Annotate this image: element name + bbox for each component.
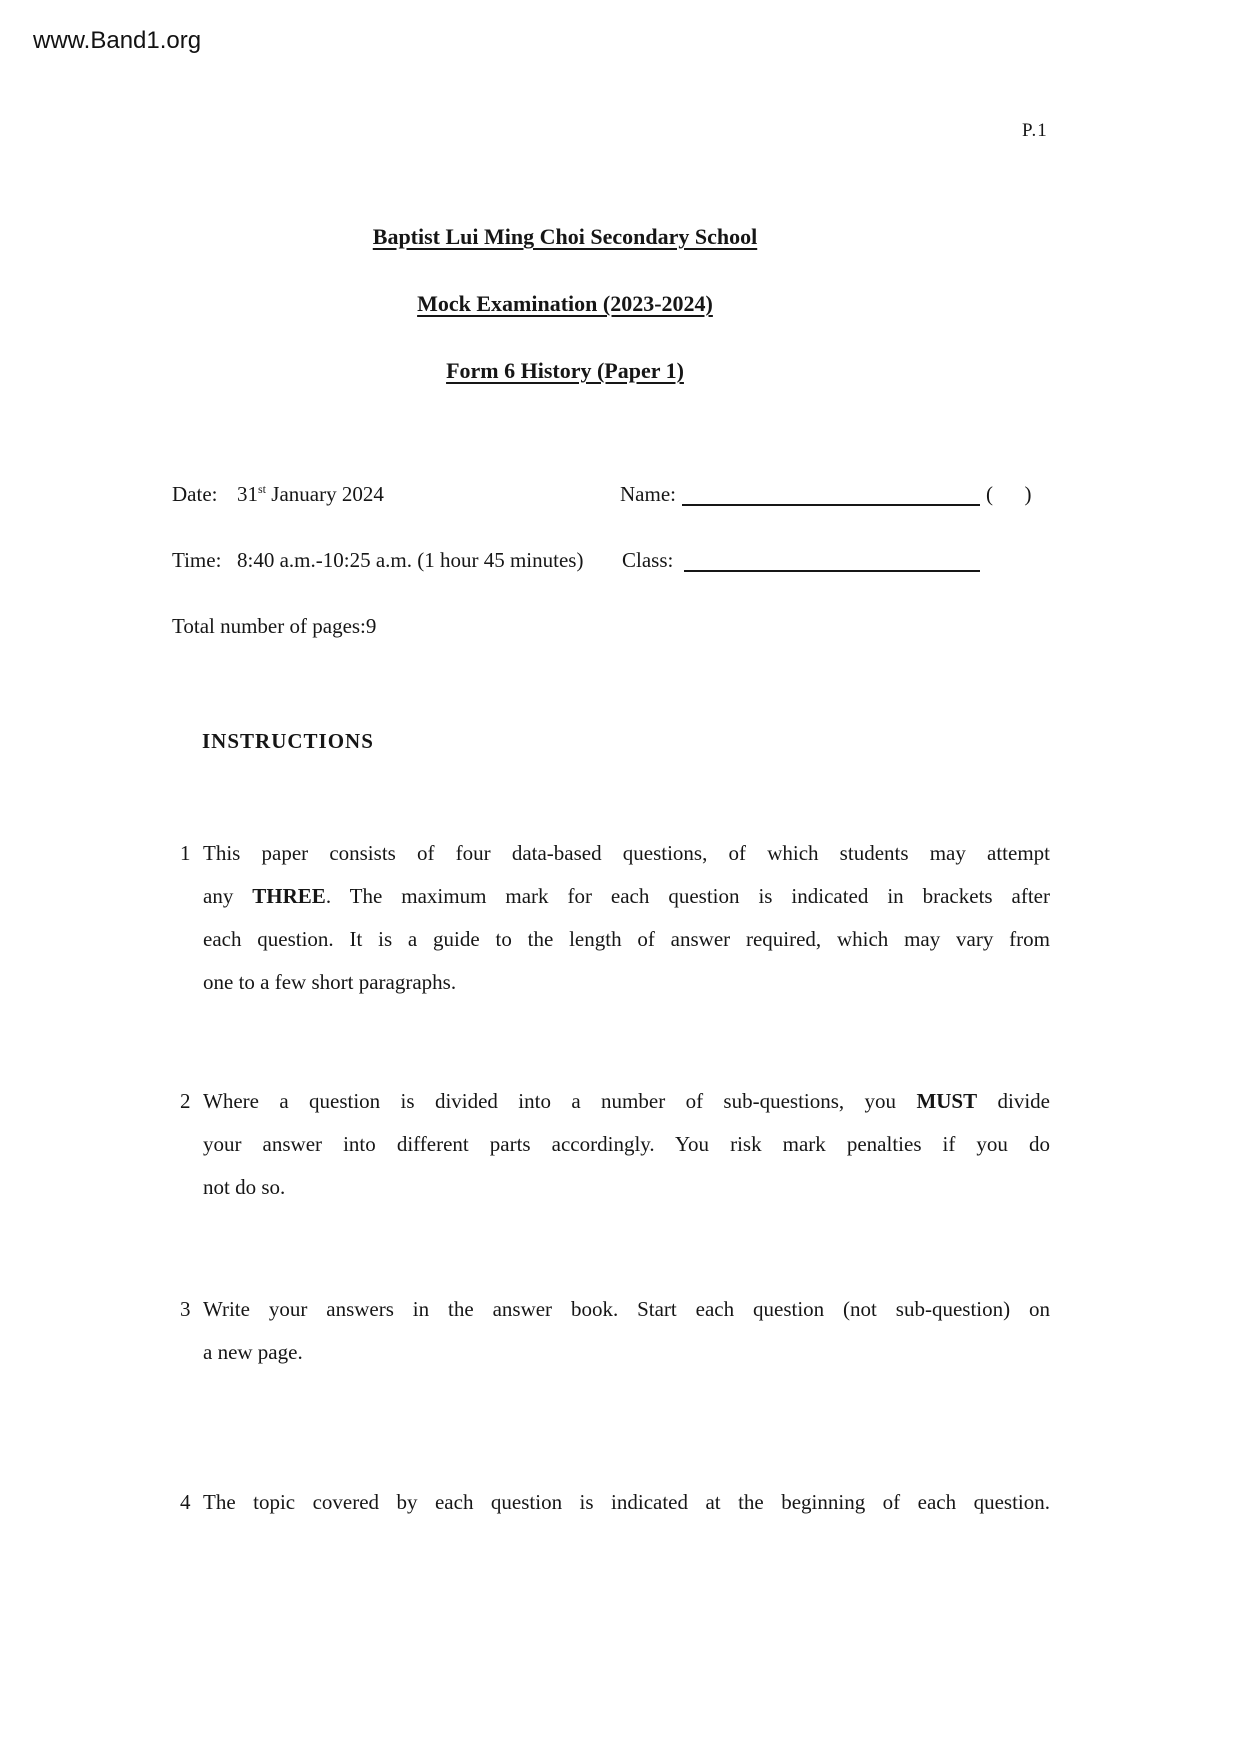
text-run: your answer into different parts accordingly. You risk mark penalties if you do (203, 1132, 1050, 1156)
exam-title: Mock Examination (2023-2024) (417, 291, 713, 316)
instruction-item-3 (180, 1288, 1050, 1374)
instruction-text (203, 1481, 1050, 1524)
name-blank-line (682, 479, 980, 506)
paper-title: Form 6 History (Paper 1) (446, 358, 684, 383)
instructions-heading: INSTRUCTIONS (202, 729, 374, 753)
instruction-line (203, 1123, 1050, 1166)
date-ordinal: st (258, 482, 267, 496)
text-run: not do so. (203, 1175, 286, 1199)
instruction-number: 3 (180, 1297, 191, 1321)
date-day: 31 (237, 482, 258, 506)
text-run: Where a question is divided into a number of sub-questions, you (203, 1089, 917, 1113)
instruction-text (203, 832, 1050, 1004)
instruction-line (203, 1481, 1050, 1524)
date-label: Date: (172, 482, 218, 506)
text-run: Write your answers in the answer book. Start each question (not sub-question) on (203, 1297, 1050, 1321)
instruction-line (203, 1080, 1050, 1123)
text-run: a new page. (203, 1340, 303, 1364)
instruction-number: 2 (180, 1089, 191, 1113)
instruction-text (203, 1080, 1050, 1209)
title-block (80, 224, 1050, 425)
date-month-year: January 2024 (266, 482, 384, 506)
instruction-line (203, 1331, 1050, 1374)
time-label: Time: (172, 548, 222, 572)
instruction-line (203, 1166, 1050, 1209)
text-run: This paper consists of four data-based questions, of which students may attempt (203, 841, 1050, 865)
instruction-line (203, 918, 1050, 961)
text-run: . The maximum mark for each question is indicated in brackets after (325, 884, 1050, 908)
instruction-item-2 (180, 1080, 1050, 1209)
class-label: Class: (622, 548, 674, 572)
emphasized-text: MUST (916, 1089, 978, 1113)
class-blank-line (684, 545, 980, 572)
total-pages-label: Total number of pages: (172, 614, 366, 638)
text-run: any (203, 884, 253, 908)
instruction-item-1 (180, 832, 1050, 1004)
instruction-line (203, 875, 1050, 918)
emphasized-text: THREE (252, 884, 326, 908)
name-parens: ( ) (986, 482, 1032, 506)
instruction-number: 4 (180, 1490, 191, 1514)
text-run: The topic covered by each question is indicated at the beginning of each question. (203, 1490, 1050, 1514)
page-number: P.1 (1022, 120, 1048, 141)
watermark-url: www.Band1.org (33, 27, 202, 54)
time-value: 8:40 a.m.-10:25 a.m. (1 hour 45 minutes) (237, 548, 584, 572)
instruction-text (203, 1288, 1050, 1374)
instruction-line (203, 1288, 1050, 1331)
total-pages-value: 9 (365, 614, 377, 638)
instruction-item-4 (180, 1481, 1050, 1524)
instruction-line (203, 832, 1050, 875)
text-run: one to a few short paragraphs. (203, 970, 457, 994)
text-run: divide (977, 1089, 1050, 1113)
text-run: each question. It is a guide to the length of answer required, which may vary from (203, 927, 1050, 951)
date-value (237, 481, 384, 507)
name-label: Name: (620, 482, 676, 506)
instruction-line (203, 961, 1050, 1004)
instruction-number: 1 (180, 841, 191, 865)
total-pages (172, 613, 376, 639)
school-name: Baptist Lui Ming Choi Secondary School (372, 224, 758, 249)
